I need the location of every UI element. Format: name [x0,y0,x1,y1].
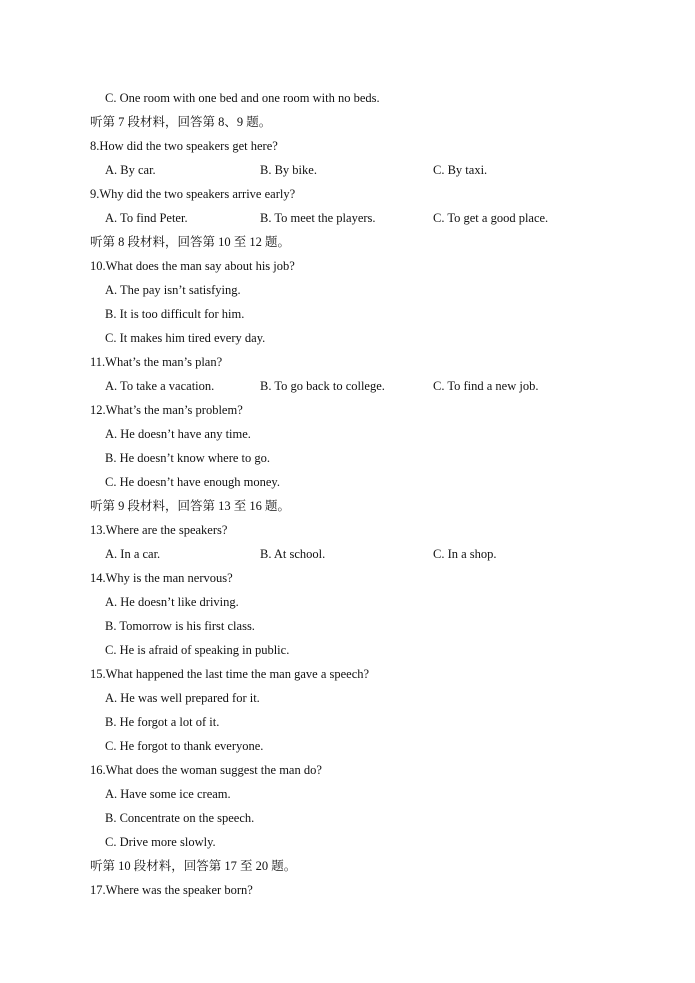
option-text: B. He forgot a lot of it. [105,715,220,729]
option-text: A. Have some ice cream. [105,787,231,801]
option-text: C. In a shop. [433,547,497,561]
option-text: C. It makes him tired every day. [105,331,266,345]
option-text: B. It is too difficult for him. [105,307,245,321]
section-heading: 听第 7 段材料，回答第 8、9 题。 [90,115,272,129]
option-text: A. He was well prepared for it. [105,691,260,705]
question-text: 9.Why did the two speakers arrive early? [90,187,296,201]
option-text: B. At school. [260,547,326,561]
question-text: 12.What’s the man’s problem? [90,403,243,417]
question-text: 16.What does the woman suggest the man do? [90,763,322,777]
option-text: C. By taxi. [433,163,488,177]
option-text: A. He doesn’t like driving. [105,595,239,609]
option-text: A. The pay isn’t satisfying. [105,283,241,297]
option-text: C. He is afraid of speaking in public. [105,643,290,657]
option-text: B. To meet the players. [260,211,376,225]
option-text: B. Concentrate on the speech. [105,811,255,825]
option-text: C. Drive more slowly. [105,835,216,849]
option-text: B. By bike. [260,163,317,177]
option-text: C. He doesn’t have enough money. [105,475,280,489]
question-text: 11.What’s the man’s plan? [90,355,223,369]
option-text: C. He forgot to thank everyone. [105,739,264,753]
option-text: A. By car. [105,163,156,177]
option-text: A. To find Peter. [105,211,188,225]
question-text: 10.What does the man say about his job? [90,259,295,273]
section-heading: 听第 9 段材料，回答第 13 至 16 题。 [90,499,291,513]
option-text: B. He doesn’t know where to go. [105,451,271,465]
option-text: C. One room with one bed and one room with no beds. [105,91,380,105]
option-text: C. To find a new job. [433,379,539,393]
section-heading: 听第 10 段材料，回答第 17 至 20 题。 [90,859,297,873]
option-text: B. Tomorrow is his first class. [105,619,255,633]
section-heading: 听第 8 段材料，回答第 10 至 12 题。 [90,235,291,249]
question-text: 13.Where are the speakers? [90,523,228,537]
option-text: C. To get a good place. [433,211,549,225]
option-text: A. In a car. [105,547,161,561]
question-text: 8.How did the two speakers get here? [90,139,278,153]
question-text: 17.Where was the speaker born? [90,883,253,897]
question-text: 15.What happened the last time the man gave a speech? [90,667,370,681]
option-text: A. He doesn’t have any time. [105,427,251,441]
option-text: B. To go back to college. [260,379,385,393]
question-text: 14.Why is the man nervous? [90,571,233,585]
option-text: A. To take a vacation. [105,379,215,393]
